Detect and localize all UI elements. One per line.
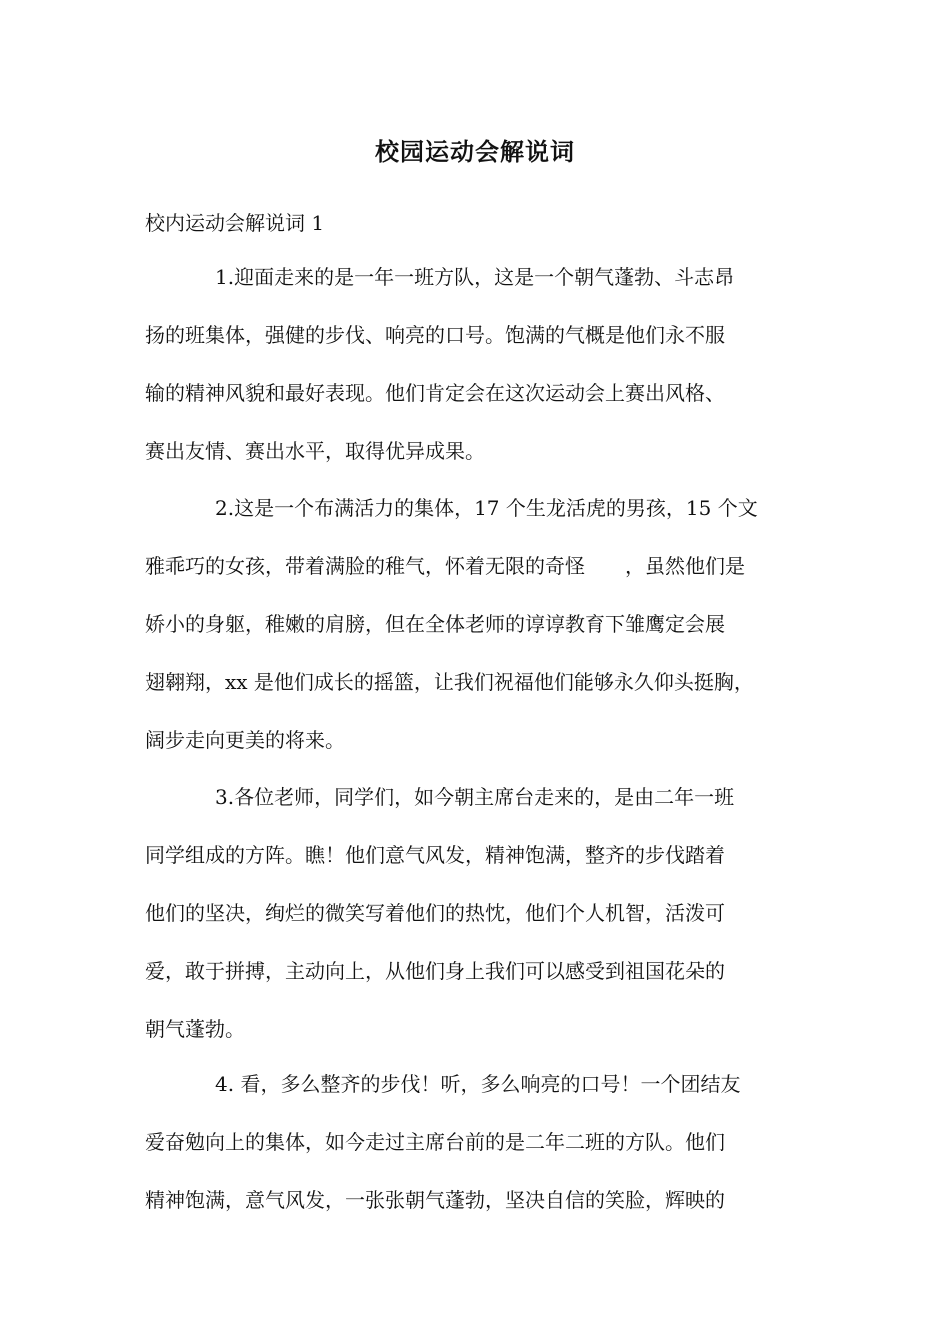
paragraph-line: 娇小的身躯，稚嫩的肩膀，但在全体老师的谆谆教育下雏鹰定会展 [145, 612, 725, 636]
paragraph-line: 2.这是一个布满活力的集体，17 个生龙活虎的男孩，15 个文 [215, 496, 758, 520]
paragraph-line: 3.各位老师，同学们，如今朝主席台走来的，是由二年一班 [215, 785, 735, 809]
paragraph-line: 精神饱满，意气风发，一张张朝气蓬勃，坚决自信的笑脸，辉映的 [145, 1188, 725, 1212]
paragraph-4 [145, 1055, 825, 1229]
paragraph-line: 阔步走向更美的将来。 [145, 728, 345, 752]
paragraph-line: 爱，敢于拼搏，主动向上，从他们身上我们可以感受到祖国花朵的 [145, 959, 725, 983]
paragraph-line: 翅翱翔，xx 是他们成长的摇篮，让我们祝福他们能够永久仰头挺胸， [145, 670, 754, 694]
paragraph-line: 朝气蓬勃。 [145, 1017, 245, 1041]
paragraph-line: 赛出友情、赛出水平，取得优异成果。 [145, 439, 485, 463]
paragraph-line: 爱奋勉向上的集体，如今走过主席台前的是二年二班的方队。他们 [145, 1130, 725, 1154]
paragraph-line: 雅乖巧的女孩，带着满脸的稚气，怀着无限的奇怪 ，虽然他们是 [145, 554, 745, 578]
paragraph-1 [145, 248, 825, 480]
paragraph-3 [145, 768, 825, 1058]
paragraph-2 [145, 479, 825, 769]
paragraph-line: 输的精神风貌和最好表现。他们肯定会在这次运动会上赛出风格、 [145, 381, 725, 405]
paragraph-line: 他们的坚决，绚烂的微笑写着他们的热忱，他们个人机智，活泼可 [145, 901, 725, 925]
document-title: 校园运动会解说词 [375, 137, 575, 166]
paragraph-line: 扬的班集体，强健的步伐、响亮的口号。饱满的气概是他们永不服 [145, 323, 725, 347]
paragraph-line: 4. 看，多么整齐的步伐！听，多么响亮的口号！一个团结友 [215, 1072, 741, 1096]
section-subtitle: 校内运动会解说词 1 [145, 211, 325, 235]
paragraph-line: 1.迎面走来的是一年一班方队，这是一个朝气蓬勃、斗志昂 [215, 265, 735, 289]
paragraph-line: 同学组成的方阵。瞧！他们意气风发，精神饱满，整齐的步伐踏着 [145, 843, 725, 867]
